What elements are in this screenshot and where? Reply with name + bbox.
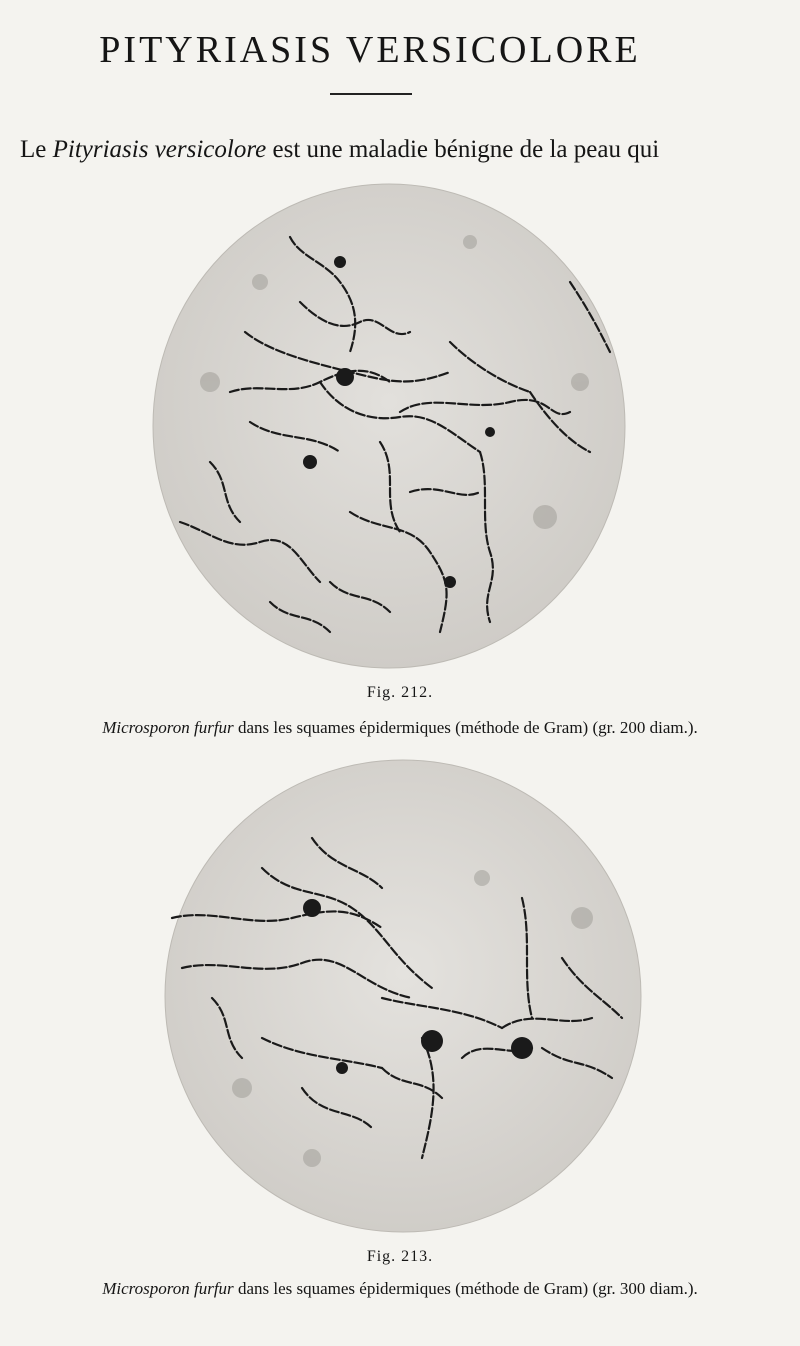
intro-rest: est une maladie bénigne de la peau qui [272, 136, 660, 163]
caption-species-213: Microsporon furfur [102, 1279, 234, 1298]
figure-caption-213 [0, 1279, 800, 1299]
figure-label-213: Fig. 213. [366, 1248, 434, 1265]
intro-species: Pityriasis versicolore [52, 136, 267, 163]
micrograph-212 [150, 182, 628, 670]
title-rule [330, 93, 412, 95]
micrograph-213 [162, 758, 644, 1234]
caption-text-212: dans les squames épidermiques (méthode de Gram) (gr. 200 diam.). [237, 718, 698, 737]
intro-line [20, 136, 780, 164]
page-title: PITYRIASIS VERSICOLORE [99, 29, 641, 71]
figure-label-212: Fig. 212. [366, 684, 434, 701]
caption-species-212: Microsporon furfur [102, 718, 234, 737]
intro-lead: Le [20, 136, 47, 163]
caption-text-213: dans les squames épidermiques (méthode de Gram) (gr. 300 diam.). [237, 1279, 698, 1298]
figure-caption-212 [0, 718, 800, 738]
